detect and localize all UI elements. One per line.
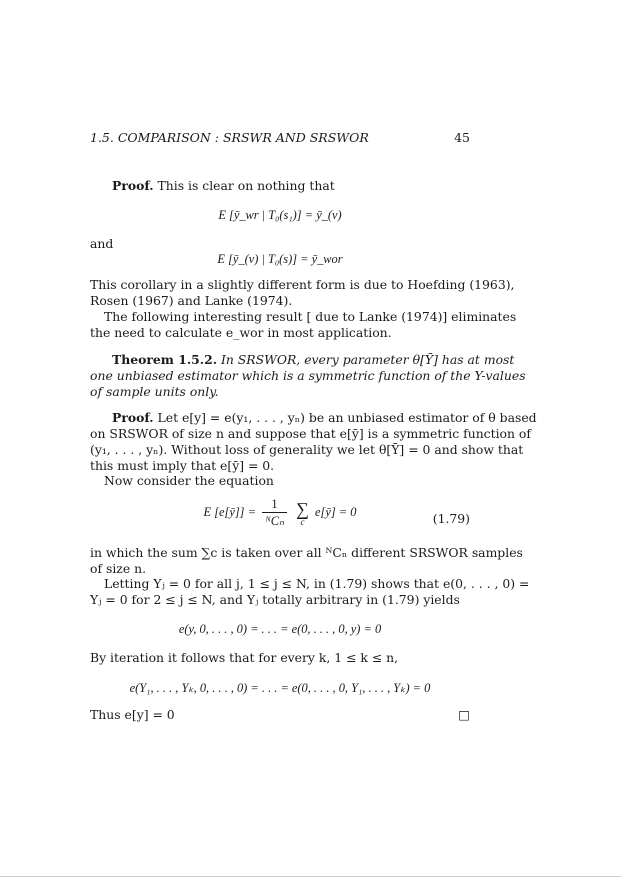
proof2-line7: of size n. [90, 561, 147, 576]
proof2-line2: on SRSWOR of size n and suppose that e[ȳ] is a symmetric function of [90, 426, 531, 441]
proof2-line6: in which the sum ∑c is taken over all ᴺCₙ different SRSWOR samples [90, 545, 523, 560]
theorem-line2: one unbiased estimator which is a symmetric function of the Y-values [90, 368, 526, 383]
proof2-line10: By iteration it follows that for every k, 1 ≤ k ≤ n, [90, 650, 399, 665]
proof-label: Proof. [112, 410, 154, 425]
and-text: and [90, 236, 114, 251]
page-number: 45 [454, 130, 470, 145]
proof-label: Proof. [112, 178, 154, 193]
equation-3: e(y, 0, . . . , 0) = . . . = e(0, . . . , 0, y) = 0 [178, 622, 382, 636]
section-title: 1.5. COMPARISON : SRSWR AND SRSWOR [90, 130, 369, 145]
theorem-line1: Theorem 1.5.2. In SRSWOR, every parameter θ[Ȳ] has at most [112, 352, 515, 367]
theorem-label: Theorem 1.5.2. [112, 352, 218, 367]
proof1-line: Proof. This is clear on nothing that [112, 178, 335, 193]
paragraph1-line3: The following interesting result [ due to Lanke (1974)] eliminates [104, 309, 517, 324]
proof2-line4: this must imply that e[ȳ] = 0. [90, 458, 275, 473]
proof2-line3: (y₁, . . . , yₙ). Without loss of generality we let θ[Ȳ] = 0 and show that [90, 442, 524, 457]
equation-2: E [ȳ_(ν) | T₀(s)] = ȳ_wor [217, 252, 343, 266]
qed-box-icon: □ [458, 707, 470, 722]
fraction: $\frac{1}{\text{ᴺCₙ}}$ [262, 497, 287, 529]
paragraph1-line4: the need to calculate e_wor in most application. [90, 325, 392, 340]
equation-1-79: E [e[ȳ]] = $\frac{1}{\text{ᴺCₙ}}$ ∑ c e[ȳ] = 0 (1.79) [203, 497, 470, 528]
paragraph1-line1: This corollary in a slightly different form is due to Hoefding (1963), [90, 277, 515, 292]
proof2-conclusion: Thus e[y] = 0 □ [90, 707, 470, 722]
proof2-line8: Letting Yⱼ = 0 for all j, 1 ≤ j ≤ N, in (1.79) shows that e(0, . . . , 0) = [104, 576, 530, 591]
equation-1: E [ȳ_wr | T₀(s₁)] = ȳ_(ν) [218, 208, 342, 222]
page-bottom-rule [0, 876, 621, 877]
equation-number: (1.79) [432, 511, 470, 526]
theorem-line3: of sample units only. [90, 384, 219, 399]
paragraph1-line2: Rosen (1967) and Lanke (1974). [90, 293, 293, 308]
running-header [90, 130, 470, 145]
proof2-line5: Now consider the equation [104, 473, 274, 488]
proof2-line1: Proof. Let e[y] = e(y₁, . . . , yₙ) be an unbiased estimator of θ based [112, 410, 537, 425]
equation-4: e(Y₁, . . . , Yₖ, 0, . . . , 0) = . . . = e(0, . . . , 0, Y₁, . . . , Yₖ) = 0 [129, 681, 431, 695]
summation: ∑ c [296, 498, 309, 527]
proof2-line9: Yⱼ = 0 for 2 ≤ j ≤ N, and Yⱼ totally arbitrary in (1.79) yields [90, 592, 460, 607]
